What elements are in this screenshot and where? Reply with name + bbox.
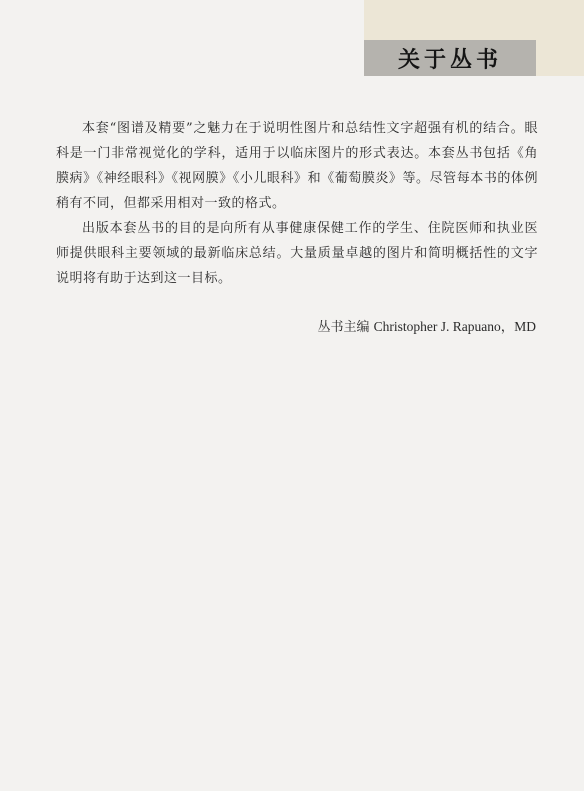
signature xyxy=(317,317,536,338)
paragraph-2: 出版本套丛书的目的是向所有从事健康保健工作的学生、住院医师和执业医师提供眼科主要领域的最新临床总结。大量质量卓越的图片和简明概括性的文字说明将有助于达到这一目标。 xyxy=(56,221,538,286)
signature-name: Christopher J. Rapuano，MD xyxy=(373,319,536,334)
paragraph-1: 本套“图谱及精要”之魅力在于说明性图片和总结性文字超强有机的结合。眼科是一门非常视觉化的学科，适用于以临床图片的形式表达。本套丛书包括《角膜病》《神经眼科》《视网膜》《小儿眼科》和《葡萄膜炎》等。尽管每本书的体例稍有不同，但都采用相对一致的格式。 xyxy=(56,121,538,211)
body-text xyxy=(56,116,538,291)
section-title: 关于丛书 xyxy=(364,40,536,76)
signature-role: 丛书主编 xyxy=(317,320,370,335)
